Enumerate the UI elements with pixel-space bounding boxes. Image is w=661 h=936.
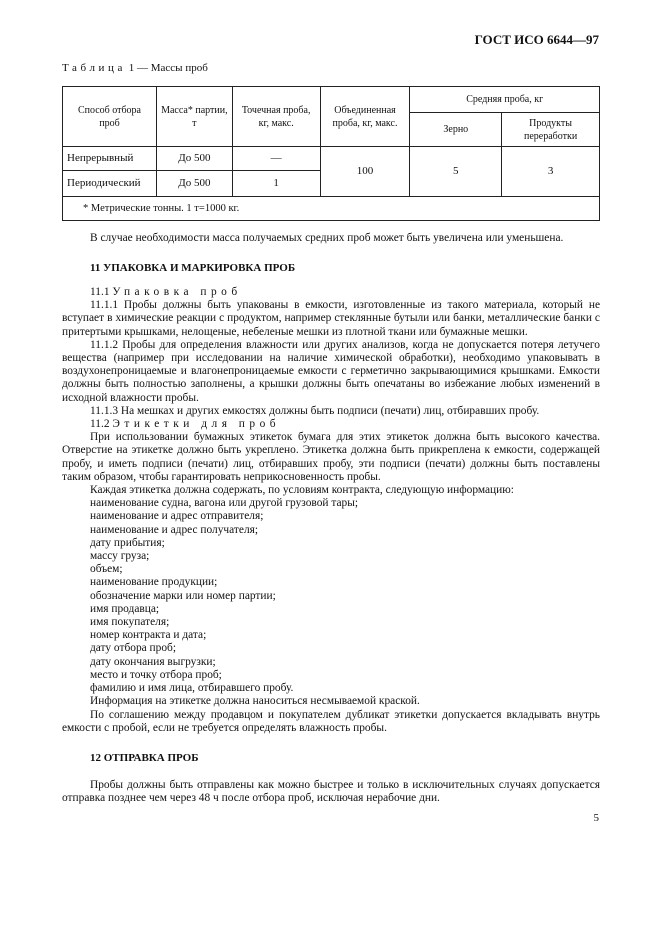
list-item: наименование и адрес отправителя;: [90, 510, 264, 523]
list-item: имя покупателя;: [90, 616, 170, 629]
table-caption-label: Таблица: [62, 62, 126, 74]
list-item: обозначение марки или номер партии;: [90, 589, 276, 602]
list-item: имя продавца;: [90, 602, 160, 615]
list-item: дату прибытия;: [90, 536, 165, 549]
header-average-sample: Средняя проба, кг: [410, 87, 600, 113]
section-heading: 11 УПАКОВКА И МАРКИРОВКА ПРОБ: [90, 262, 296, 274]
header-method: Способ отбора проб: [63, 87, 157, 147]
section-12-body: [62, 779, 600, 805]
cell-lot-mass: До 500: [156, 171, 232, 197]
subsection-name: Этикетки для проб: [112, 418, 281, 431]
cell-grain: 5: [410, 147, 502, 197]
paragraph-11-1-2: 11.1.2 Пробы для определения влажности или других анализов, когда не допускается потеря летучего вещества (например при исследовании на наличие химической обработки), необходимо упаковывать в воздухонепроницаемые и влагонепроницаемые емкости с герметично закрывающимися крышками. Емкости должны быть полностью заполнены, а крышки должны быть опечатаны во избежание любых изменений в исходной влажности пробы.: [62, 338, 600, 404]
subsection-number: 11.2: [90, 418, 110, 431]
cell-point: —: [232, 147, 320, 171]
header-products: Продукты переработки: [502, 113, 600, 147]
list-item: место и точку отбора проб;: [90, 668, 222, 681]
table-caption: [62, 62, 208, 74]
list-item: наименование судна, вагона или другой грузовой тары;: [90, 497, 359, 510]
paragraph-11-2-c: Информация на этикетке должна наноситься несмываемой краской.: [90, 695, 420, 708]
list-item: массу груза;: [90, 550, 150, 563]
list-item: дату окончания выгрузки;: [90, 655, 216, 668]
subsection-title: [62, 418, 600, 431]
section-heading: 12 ОТПРАВКА ПРОБ: [90, 752, 199, 764]
page-number: 5: [593, 812, 599, 824]
paragraph-after-table: [62, 232, 600, 245]
header-lot-mass: Масса* партии, т: [156, 87, 232, 147]
paragraph: В случае необходимости масса получаемых средних проб может быть увеличена или уменьшена.: [90, 232, 564, 244]
list-item: номер контракта и дата;: [90, 629, 207, 642]
table-footnote: * Метрические тонны. 1 т=1000 кг.: [63, 197, 600, 221]
paragraph-11-2-d: По соглашению между продавцом и покупателем дубликат этикетки допускается вкладывать внутрь емкости с пробой, если не требуется определять влажность пробы.: [62, 708, 600, 734]
header-combined-sample: Объединенная проба, кг, макс.: [320, 87, 410, 147]
list-item: дату отбора проб;: [90, 642, 176, 655]
list-item: наименование продукции;: [90, 576, 218, 589]
cell-method: Периодический: [63, 171, 157, 197]
section-12: [62, 752, 600, 765]
label-info-list: [62, 497, 600, 695]
subsection-title: [62, 286, 600, 299]
cell-combined: 100: [320, 147, 410, 197]
section-11-body: [62, 286, 600, 735]
paragraph-11-2-b: Каждая этикетка должна содержать, по условиям контракта, следующую информацию:: [90, 484, 514, 497]
table-caption-title: 1 — Массы проб: [128, 62, 208, 74]
sample-mass-table: [62, 86, 600, 221]
section-11: [62, 262, 600, 275]
cell-products: 3: [502, 147, 600, 197]
header-point-sample: Точечная проба, кг, макс.: [232, 87, 320, 147]
cell-method: Непрерывный: [63, 147, 157, 171]
subsection-number: 11.1: [90, 286, 110, 298]
subsection-name: Упаковка проб: [112, 286, 242, 298]
cell-lot-mass: До 500: [156, 147, 232, 171]
document-header: ГОСТ ИСО 6644—97: [474, 32, 599, 47]
list-item: объем;: [90, 563, 123, 576]
paragraph: Пробы должны быть отправлены как можно быстрее и только в исключительных случаях допускается отправка позднее чем через 48 ч после отбора проб, исключая нерабочие дни.: [62, 779, 600, 805]
list-item: фамилию и имя лица, отбиравшего пробу.: [90, 682, 294, 695]
table-row: [63, 147, 600, 171]
header-grain: Зерно: [410, 113, 502, 147]
paragraph-11-1-3: 11.1.3 На мешках и других емкостях должны быть подписи (печати) лиц, отбиравших пробу.: [90, 404, 540, 417]
list-item: наименование и адрес получателя;: [90, 523, 259, 536]
cell-point: 1: [232, 171, 320, 197]
paragraph-11-1-1: 11.1.1 Пробы должны быть упакованы в емкости, изготовленные из такого материала, который не вступает в химические реакции с продуктом, например стеклянные бутыли или банки, металлические банки с притертыми крышками, нелощеные, небеленые мешки из плотной ткани или бумажные мешки.: [62, 299, 600, 338]
paragraph-11-2-a: При использовании бумажных этикеток бумага для этих этикеток должна быть высокого качества. Отверстие на этикетке должно быть укреплено. Этикетка должна быть прикреплена к емкости, содержащей пробу, и иметь подписи (печати) лиц, отбиравших пробу, эти подписи (печати) должны быть поставлены таким образом, чтобы гарантировать неприкосновенность пробы.: [62, 431, 600, 483]
